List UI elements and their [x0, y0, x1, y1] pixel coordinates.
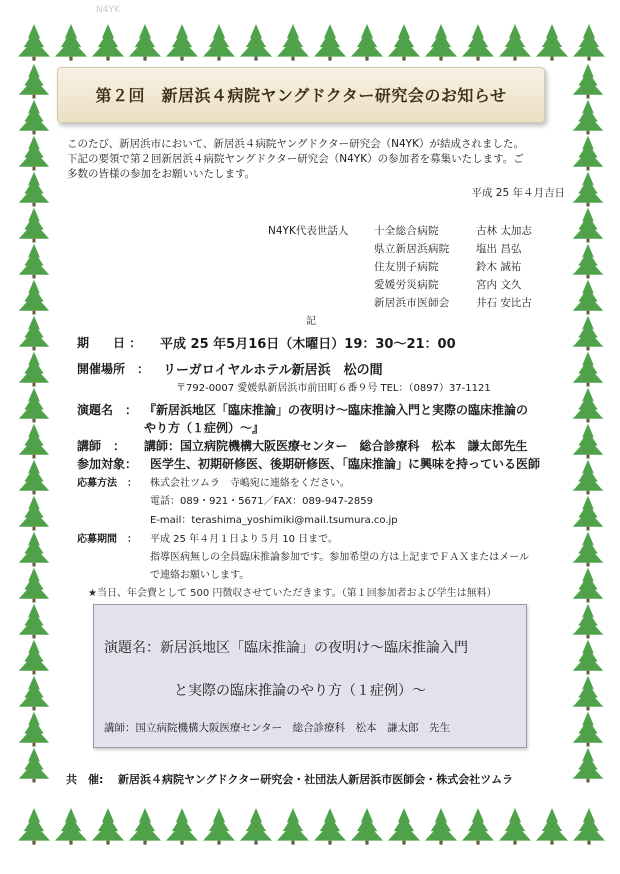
tree-icon: [573, 712, 603, 747]
organizer-name: 鈴木 誠祐: [476, 261, 522, 273]
organizer-row: [268, 240, 532, 258]
tree-icon: [19, 208, 49, 243]
tree-icon: [573, 208, 603, 243]
date-label: 期 日 ：: [77, 336, 142, 350]
fee-notice: ★当日、年会費として 500 円徴収させていただきます。（第１回参加者および学生は無料）: [88, 588, 497, 599]
tree-icon: [573, 460, 603, 495]
tree-icon: [19, 532, 49, 567]
application-note: で連絡お願いします。: [150, 570, 250, 581]
tree-icon: [203, 24, 235, 61]
title-label: 演題名 ：: [77, 403, 138, 417]
tree-icon: [573, 64, 603, 99]
organizer-name: 古林 太加志: [476, 225, 532, 237]
tree-icon: [351, 808, 383, 845]
intro-line: このたび、新居浜市において、新居浜４病院ヤングドクター研究会（N4YK）が結成されました。: [67, 138, 524, 150]
tree-icon: [19, 100, 49, 135]
tree-icon: [499, 808, 531, 845]
application-note: 指導医病無しの全員臨床推論参加です。参加希望の方は上記までＦＡＸまたはメール: [150, 552, 529, 563]
tree-icon: [573, 244, 603, 279]
tree-icon: [19, 316, 49, 351]
tree-icon: [18, 808, 50, 845]
sponsor-label: 共 催:: [66, 773, 104, 786]
tree-icon: [19, 172, 49, 207]
lecture-box-title: 演題名：新居浜地区「臨床推論」の夜明け～臨床推論入門: [104, 640, 468, 656]
contact-email: E-mail：terashima_yoshimiki@mail.tsumura.co.jp: [150, 515, 398, 526]
tree-icon: [573, 172, 603, 207]
tree-icon: [573, 136, 603, 171]
tree-icon: [19, 712, 49, 747]
contact-phone: 電話：089・921・5671／FAX：089-947-2859: [150, 496, 373, 507]
organizer-name: 井石 安比古: [476, 297, 532, 309]
apply-label: 応募方法 ：: [77, 478, 137, 489]
tree-icon: [19, 136, 49, 171]
tree-icon: [573, 604, 603, 639]
tree-icon: [573, 352, 603, 387]
target-audience: 医学生、初期研修医、後期研修医、「臨床推論」に興味を持っている医師: [150, 457, 541, 471]
page-title: 第２回 新居浜４病院ヤングドクター研究会のお知らせ: [95, 86, 507, 105]
tree-icon: [19, 640, 49, 675]
tree-icon: [19, 388, 49, 423]
tree-icon: [240, 808, 272, 845]
tree-icon: [573, 496, 603, 531]
tree-icon: [351, 24, 383, 61]
tree-icon: [166, 808, 198, 845]
period-label: 応募期間 ：: [77, 534, 137, 545]
organizer-name: 塩出 昌弘: [476, 243, 522, 255]
organizer-row: [268, 294, 532, 312]
apply-method: 株式会社ツムラ 寺嶋宛に連絡をください。: [150, 478, 350, 489]
organizer-row: [268, 276, 532, 294]
tree-icon: [277, 808, 309, 845]
tree-icon: [314, 24, 346, 61]
organizer-row: [268, 222, 532, 240]
tree-icon: [18, 24, 50, 61]
lecture-box: [93, 604, 527, 748]
organizer-hospital: 住友別子病院: [374, 261, 439, 273]
tree-icon: [462, 24, 494, 61]
tree-icon: [573, 748, 603, 783]
tree-icon: [19, 424, 49, 459]
tree-icon: [19, 280, 49, 315]
tree-icon: [19, 496, 49, 531]
tree-icon: [573, 640, 603, 675]
tree-icon: [388, 808, 420, 845]
tree-icon: [573, 676, 603, 711]
tree-icon: [573, 100, 603, 135]
application-period: 平成 25 年４月１日より５月 10 日まで。: [150, 534, 338, 545]
tree-icon: [536, 808, 568, 845]
event-date: 平成 25 年5月16日（木曜日）19：30～21：00: [160, 337, 456, 352]
tree-icon: [92, 24, 124, 61]
lecture-title-line: やり方（１症例）～』: [144, 421, 265, 435]
sponsor-list: 新居浜４病院ヤングドクター研究会・社団法人新居浜市医師会・株式会社ツムラ: [118, 773, 514, 786]
tree-icon: [19, 676, 49, 711]
tree-icon: [129, 808, 161, 845]
intro-paragraph: [67, 137, 567, 182]
lecture-box-title: と実際の臨床推論のやり方（１症例）～: [174, 683, 426, 699]
tree-icon: [19, 244, 49, 279]
tree-icon: [425, 808, 457, 845]
tree-icon: [55, 24, 87, 61]
tree-icon: [573, 808, 605, 845]
tree-icon: [536, 24, 568, 61]
tree-icon: [573, 388, 603, 423]
issue-date: 平成 25 年４月吉日: [471, 187, 565, 199]
tree-icon: [240, 24, 272, 61]
tree-icon: [19, 460, 49, 495]
tree-icon: [19, 748, 49, 783]
tree-icon: [425, 24, 457, 61]
organizer-hospital: 十全総合病院: [374, 225, 439, 237]
scan-mark: N4YK: [96, 5, 120, 15]
tree-icon: [19, 64, 49, 99]
organizer-name: 宮内 文久: [476, 279, 522, 291]
tree-icon: [314, 808, 346, 845]
organizer-hospital: 新居浜市医師会: [374, 297, 450, 309]
tree-icon: [462, 808, 494, 845]
tree-icon: [573, 424, 603, 459]
tree-icon: [573, 24, 605, 61]
tree-icon: [573, 280, 603, 315]
lecture-title-line: 『新居浜地区「臨床推論」の夜明け～臨床推論入門と実際の臨床推論の: [144, 403, 529, 417]
tree-icon: [388, 24, 420, 61]
venue-label: 開催場所 ：: [77, 362, 150, 376]
lecture-box-speaker: 講師：国立病院機構大阪医療センター 総合診療科 松本 謙太郎 先生: [104, 722, 451, 734]
intro-line: 下記の要領で第２回新居浜４病院ヤングドクター研究会（N4YK）の参加者を募集いたします。ご: [67, 153, 524, 165]
intro-line: 多数の皆様の参加をお願いいたします。: [67, 168, 256, 180]
tree-icon: [499, 24, 531, 61]
venue-address: 〒792-0007 愛媛県新居浜市前田町６番９号 TEL：（0897）37-1121: [176, 383, 491, 394]
lecturer-label: 講師 ：: [77, 439, 126, 453]
tree-icon: [277, 24, 309, 61]
tree-icon: [19, 568, 49, 603]
tree-icon: [19, 604, 49, 639]
organizer-hospital: 県立新居浜病院: [374, 243, 450, 255]
tree-icon: [573, 568, 603, 603]
tree-icon: [19, 352, 49, 387]
organizer-hospital: 愛媛労災病院: [374, 279, 439, 291]
tree-icon: [129, 24, 161, 61]
tree-icon: [573, 316, 603, 351]
ki-mark: 記: [306, 316, 316, 327]
organizer-label: N4YK代表世話人: [268, 225, 349, 237]
lecturer-name: 講師：国立病院機構大阪医療センター 総合診療科 松本 謙太郎先生: [144, 439, 528, 453]
venue-name: リーガロイヤルホテル新居浜 松の間: [163, 363, 383, 378]
tree-icon: [55, 808, 87, 845]
target-label: 参加対象：: [77, 457, 138, 471]
tree-icon: [203, 808, 235, 845]
tree-icon: [92, 808, 124, 845]
organizer-list: [268, 222, 532, 312]
header-banner: [57, 67, 545, 123]
tree-icon: [573, 532, 603, 567]
organizer-row: [268, 258, 532, 276]
tree-icon: [166, 24, 198, 61]
